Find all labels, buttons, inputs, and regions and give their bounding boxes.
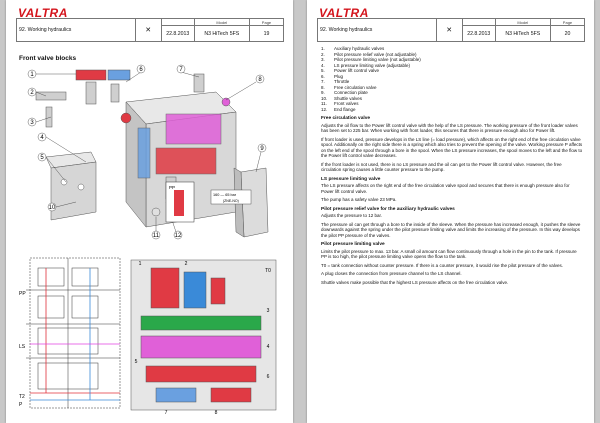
schematic-circuit (26, 258, 120, 408)
header-mark: ✕ (436, 19, 462, 42)
legend-item: 8. Free circulation valve (321, 84, 377, 90)
callout-3 (28, 118, 36, 126)
page-title: Front valve blocks (19, 55, 77, 62)
svg-text:PP: PP (169, 185, 176, 190)
svg-text:6: 6 (266, 374, 270, 380)
pressure-lines (30, 268, 120, 393)
parts-legend (321, 46, 583, 112)
brand-logo: VALTRA (18, 6, 68, 20)
header-page-number: 20 (550, 26, 584, 42)
svg-text:5: 5 (134, 359, 138, 365)
svg-text:1: 1 (138, 261, 142, 267)
body-paragraph: A plug closes the connection from pressure channel to the LS channel. (321, 271, 462, 276)
svg-text:3: 3 (30, 120, 34, 126)
body-paragraph: Adjusts the oil flow to the Power lift control valve with the help of the LS pressure. The working pressure of the front loader valves has been set to 225 bar. When working with front loader, this secures that there is pressure enough also for Power lift. (321, 122, 578, 133)
body-paragraph: The pressure oil can get through a bore to the inside of the sleeve. When the pressure has increased enough, it pushes the sleeve downwards against the spring under the pilot pressure limiting valve and limits the increasing of the pressure. In this way develops the pilot PP pressure of the valves. (321, 221, 581, 238)
svg-text:8: 8 (258, 77, 262, 83)
legend-item: 1. Auxiliary hydraulic valves (321, 46, 385, 51)
svg-text:(ZNE-NO): (ZNE-NO) (223, 199, 239, 203)
body-paragraph: T0 = tank connection without counter pressure. If there is a counter pressure, it would rise the pilot pressure of the valves. (321, 262, 564, 268)
header-model: N3 HiTech 5FS (495, 26, 550, 42)
callout-9 (258, 144, 266, 152)
callout-8 (256, 75, 264, 83)
tank-lines (30, 268, 120, 400)
model-label: Model (495, 19, 550, 26)
body-paragraph: If front loader is used, pressure develops in the LS line (= load pressure), which affects on the right end of the free circulation valve spool. Additionally on the right side there is a spring which also tries to prevent the opening of the valve. Working pressure P affects on the left end of the spool through a bore in the spool. When the LS pressure increases, the spool moves to the left and the flow to the Power lift control valve decreases. (321, 136, 583, 158)
legend-item: 3. Pilot pressure limiting valve (not adjustable) (321, 57, 421, 62)
body-paragraph: The LS pressure affects on the right end of the free circulation valve spool and secures that there is enough pressure also for Power lift control valve. (321, 183, 570, 194)
manual-page-left (6, 0, 293, 423)
page-header (317, 18, 585, 42)
svg-text:2: 2 (184, 261, 188, 267)
schematic-labels (19, 291, 26, 408)
sectional-view (131, 260, 276, 410)
header-page-number: 19 (249, 26, 283, 42)
legend-item: 10. Shuttle valves (321, 95, 363, 101)
svg-text:P: P (19, 402, 23, 408)
section-heading: Free circulation valve (321, 116, 371, 121)
body-paragraph: Limits the pilot pressure to max. 13 bar. A small oil amount can flow continuously through a hole in the pin to the tank. If pressure PP is too high, the pilot pressure limiting valve opens the flow to the tank. (321, 248, 577, 259)
body-paragraph: Shuttle valves make possible that the highest LS pressure affects on the free circulation valve. (321, 279, 509, 285)
callout-11 (152, 231, 160, 239)
svg-text:7: 7 (179, 67, 183, 73)
section-title: 92. Working hydraulics (17, 19, 136, 42)
svg-text:160 — 65 bar: 160 — 65 bar (213, 193, 237, 197)
section-heading: Pilot pressure limiting valve (321, 242, 385, 247)
section-heading: LS pressure limiting valve (321, 176, 381, 182)
body-paragraph: Adjusts the pressure to 12 bar. (321, 213, 383, 218)
legend-item: 11. Front valves (321, 101, 359, 106)
hydraulic-schematic-diagram (16, 248, 278, 416)
section-heading: Pilot pressure relief valve for the auxiliary hydraulic valves (321, 206, 455, 212)
manual-page-right (307, 0, 594, 423)
svg-text:4: 4 (40, 135, 44, 141)
header-mark: ✕ (135, 19, 161, 42)
svg-text:3: 3 (266, 308, 270, 314)
callout-1 (28, 70, 36, 78)
svg-text:1: 1 (30, 72, 34, 78)
legend-item: 5. Power lift control valve (321, 68, 380, 73)
svg-text:LS: LS (19, 344, 26, 350)
svg-text:5: 5 (40, 155, 44, 161)
header-date: 22.8.2013 (161, 26, 194, 42)
svg-text:4: 4 (266, 344, 270, 350)
callout-12 (174, 231, 182, 239)
callout-2 (28, 88, 36, 96)
legend-item: 12. End flange (321, 106, 356, 112)
svg-text:2: 2 (30, 90, 34, 96)
legend-item: 2. Pilot pressure relief valve (not adjustable) (321, 51, 417, 57)
model-label: Model (194, 19, 249, 26)
legend-item: 4. LS pressure limiting valve (adjustable) (321, 62, 411, 68)
svg-text:12: 12 (174, 233, 182, 239)
legend-item: 7. Throttle (321, 79, 350, 84)
body-paragraph: If the front loader is not used, there is no LS pressure and the oil can get to the Power lift control valve. However, the free circulation spring causes a little counter pressure to the pump. (321, 161, 562, 172)
brand-logo: VALTRA (319, 6, 369, 20)
exploded-valve-diagram (16, 62, 278, 240)
header-date: 22.8.2013 (462, 26, 495, 42)
callout-10 (48, 203, 56, 211)
svg-text:PP: PP (19, 291, 26, 297)
svg-text:7: 7 (164, 410, 168, 416)
legend-item: 6. Plug (321, 73, 344, 79)
legend-item: 9. Connection plate (321, 90, 368, 95)
callout-5 (38, 153, 46, 161)
page-label: Page (550, 19, 584, 26)
page-content (321, 46, 583, 288)
callout-6 (137, 65, 145, 73)
svg-text:6: 6 (139, 67, 143, 73)
svg-text:10: 10 (48, 205, 56, 211)
svg-text:8: 8 (214, 410, 218, 416)
svg-text:T2: T2 (19, 394, 25, 400)
section-title: 92. Working hydraulics (318, 19, 437, 42)
callout-7 (177, 65, 185, 73)
body-paragraph: The pump has a safety valve 23 MPa. (321, 197, 397, 202)
header-model: N3 HiTech 5FS (194, 26, 249, 42)
page-header (16, 18, 284, 42)
svg-text:11: 11 (152, 233, 160, 239)
svg-text:9: 9 (260, 146, 264, 152)
svg-text:T0: T0 (265, 268, 271, 274)
callout-4 (38, 133, 46, 141)
page-label: Page (249, 19, 283, 26)
